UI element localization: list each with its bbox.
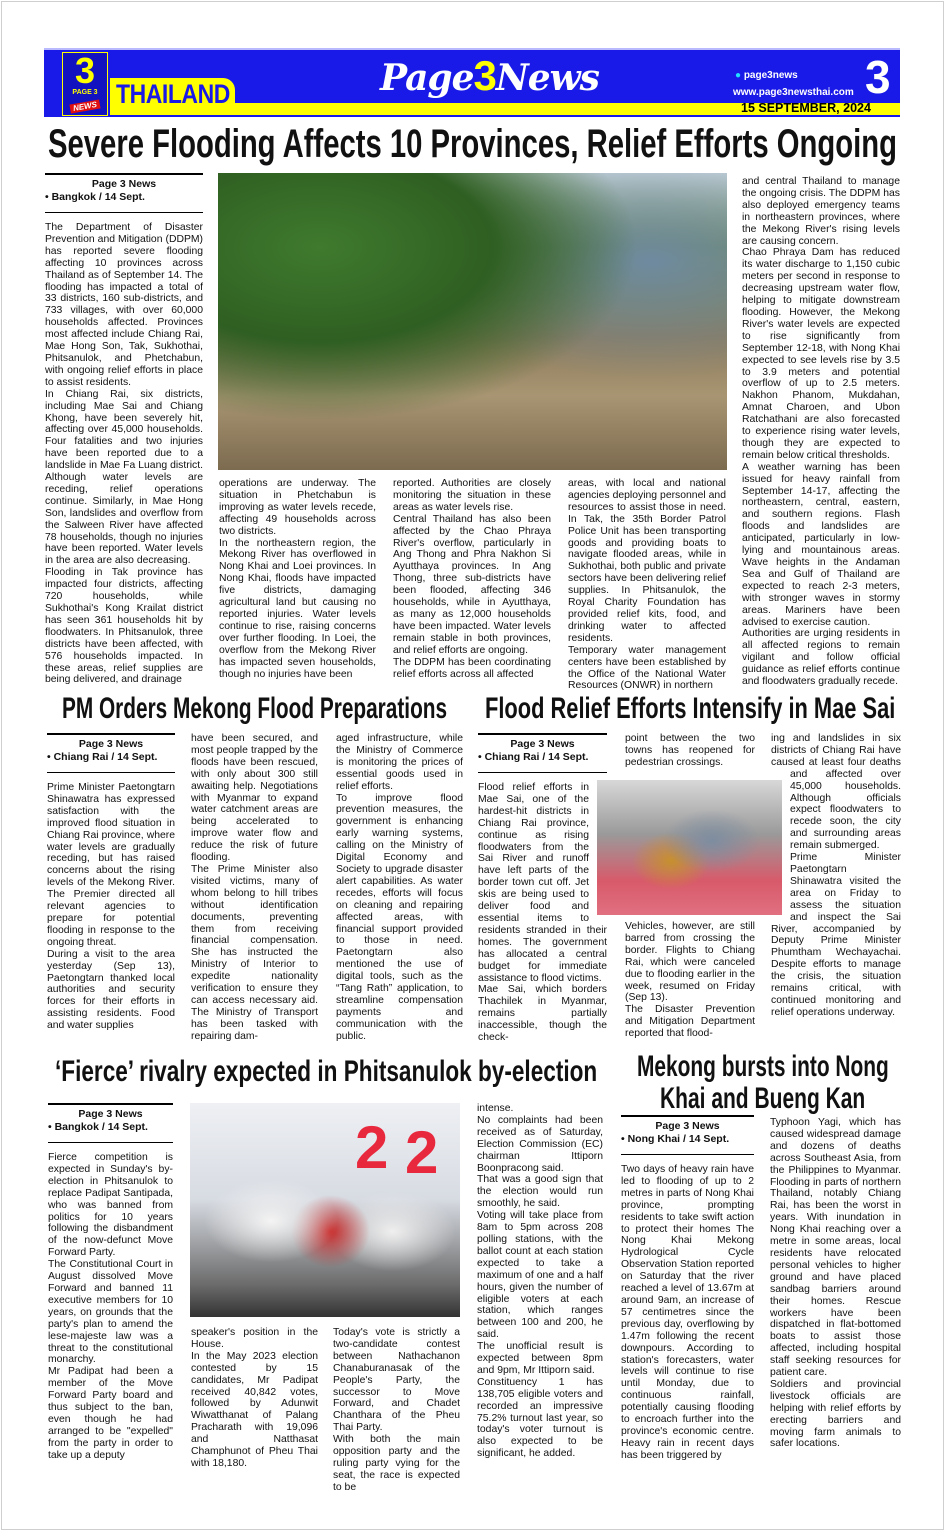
paragraph: and central Thailand to manage the ongoing crisis. The DDPM has also deployed emergency teams in northeastern provinces, where the Mekong River's rising levels are causing concern. [742,176,900,247]
social-dot-icon: ● [735,70,742,81]
page3-logo[interactable] [62,52,108,116]
story5-headline-line2 [660,1082,865,1116]
byline [45,173,203,213]
paragraph: During a visit to the area yesterday (Sep 13), Paetongtarn thanked local authorities and security forces for their efforts in assisting residents. Food and water supplies [47,948,175,1032]
paragraph: Two days of heavy rain have led to flooding of up to 2 metres in parts of Nong Khai province, prompting residents to take swift action to protect their homes The Nong Khai Mekong Hydrological Cycle Observation Station reported on Saturday that the river reached a level of 13.67m at around 9am, an increase of 57 centimetres since the previous day, overflowing by 1.47m following the recent downpours. According to station's forecasters, water levels will continue to rise until Monday, due to continuous rainfall, potentially causing flooding to encroach further into the province's economic centre. Heavy rain in recent days has been triggered by [621,1164,754,1461]
story3-headline [485,692,895,726]
paragraph: operations are underway. The situation in Phetchabun is improving as water levels recede, affecting 49 households across two districts. [219,478,376,537]
byline-dateline: • Bangkok / 14 Sept. [45,191,145,203]
paragraph: point between the two towns has reopened for pedestrian crossings. [625,733,755,768]
paragraph: The Disaster Prevention and Mitigation Department reported that flood- [625,1004,755,1040]
logo-text: PAGE 3 [72,89,98,96]
byline-dateline: • Bangkok / 14 Sept. [48,1121,148,1133]
logo-news: NEWS [69,99,100,113]
paragraph: Mr Padipat had been a member of the Move Forward Party board and thus subject to the ban, even though he had arranged to be "expelled" from the party in order to take up a deputy [48,1366,173,1461]
paragraph: In the northeastern region, the Mekong River has overflowed in Nong Khai and Loei provinces. In Nong Khai, floods have impacted five districts, damaging agricultural land but causing no reported injuries. Water levels continue to rise, raising concerns over further flooding. In Loei, the overflow from the Mekong River has impacted seven households, though no injuries have been [219,537,376,680]
story4-headline [55,1055,597,1089]
byline [621,1115,754,1155]
byline-source: Page 3 News [655,1120,720,1132]
story1-headline [48,122,897,167]
story4-column-4 [477,1103,603,1460]
paragraph: Central Thailand has also been affected by the Chao Phraya River's overflow, particularly in Ang Thong and Phra Nakhon Si Ayutthaya provinces. In Ang Thong, three sub-districts have been flooded, affecting 346 households, while in Ayutthaya, as many as 12,000 households have been impacted. Water levels remain stable in both provinces, and relief efforts are ongoing. [393,513,551,656]
story4-column-2 [191,1327,318,1470]
paragraph: The Constitutional Court in August dissolved Move Forward and banned 11 executive members for 10 years, on grounds that the party's plan to amend the lese-majeste law was a threat to the constitutional monarchy. [48,1259,173,1366]
story3-column-1 [478,733,607,1044]
byline-source: Page 3 News [78,1108,143,1120]
flood-rescue-photo [218,173,727,470]
paragraph: Prime Minister Paetongtarn Shinawatra visited the area on Friday to assess the situation and inspect the Sai River, accompanied by Deputy Prime Minister Phumtham Wechayachai. Despite efforts to manage the crisis, the situation remains critical, with continued monitoring and relief operations underway. [771,852,901,1018]
byline-source: Page 3 News [91,178,157,190]
story5-column-1 [621,1115,754,1462]
campaign-number-sign: 2 [355,1114,389,1181]
story1-column-1 [45,173,203,686]
paragraph: The unofficial result is expected between 8pm and 9pm, Mr Ittiporn said. [477,1341,603,1376]
story1-column-3 [393,478,551,680]
issue-date: 15 SEPTEMBER, 2024 [741,101,871,115]
byline-dateline: • Nong Khai / 14 Sept. [621,1133,730,1145]
campaign-number-sign: 2 [405,1119,439,1186]
paragraph: Constituency 1 has 138,705 eligible voters and recorded an impressive 75.2% turnout last year, so today's voter turnout is also expected to be significant, he added. [477,1376,603,1460]
section-label: THAILAND [116,79,230,109]
logo-number: 3 [74,50,96,91]
paragraph: Flooding in Tak province has impacted four districts, affecting 720 households, while Sukhothai's Kong Krailat district has seen 361 households hit by floodwaters. In Phitsanulok, three districts have been affected, with 576 households impacted. In these areas, relief supplies are being delivered, and drainage [45,567,203,686]
paragraph: In Chiang Rai, six districts, including Mae Sai and Chiang Khong, have been severely hit, affecting over 45,000 households. Four fatalities and two injuries have been reported due to a landslide in Mae Fa Luang district. Although water levels are receding, relief operations continue. Similarly, in Mae Hong Son, landslides and overflow from the Salween River have affected 78 households, though no injuries have been reported. Water levels in the area are also decreasing. [45,388,203,567]
paragraph: Soldiers and provincial livestock officials are helping with relief efforts by erecting barriers and moving farm animals to safer locations. [770,1378,901,1450]
story3-column-3 [771,733,901,1019]
brand-right: News [495,57,599,99]
byline-dateline: • Chiang Rai / 14 Sept. [47,751,158,763]
story1-column-4 [568,478,726,692]
paragraph: intense. [477,1103,514,1114]
social-handle[interactable] [735,70,798,81]
paragraph: Mae Sai, which borders Thachilek in Myanmar, remains partially inaccessible, though the check- [478,984,607,1044]
paragraph: reported. Authorities are closely monitoring the situation in these areas as water levels rise. [393,478,551,513]
brand-three: 3 [473,52,496,99]
story2-column-3 [336,733,463,1043]
paragraph: have been secured, and most people trapped by the floods have been rescued, with only about 300 still awaiting help. Negotiations with Myanmar to expand water catchment areas are being accelerated to improve water flow and reduce the risk of future flooding. [191,733,318,864]
headline-text: Severe Flooding Affects 10 Provinces, Relief Efforts Ongoing [48,122,897,166]
pm-hug-photo [597,780,782,915]
byline [478,733,607,773]
story4-column-1 [48,1103,173,1462]
paragraph: Authorities are urging residents in all affected regions to remain vigilant and follow official guidance as relief efforts continue and floodwaters gradually recede. [742,628,900,688]
story3-column-2a [625,733,755,769]
story3-column-2b [625,921,755,1040]
paragraph: A weather warning has been issued for heavy rainfall from September 14-17, affecting the northeastern, central, eastern, and southern regions. Flash floods and landslides are anticipated, particularly in low-lying and mountainous areas. Wave heights in the Andaman Sea and Gulf of Thailand are expected to reach 2-3 meters, with stronger waves in stormy areas. Mariners have been advised to exercise caution. [742,461,900,628]
paragraph: The Prime Minister also visited victims, many of whom belong to hill tribes without identification documents, preventing them from receiving financial compensation. She has instructed the Ministry of Interior to expedite nationality verification to ensure they can access necessary aid. The Ministry of Transport has been tasked with repairing dam- [191,863,318,1042]
paragraph: Vehicles, however, are still barred from crossing the border. Flights to Chiang Rai, which were canceled due to flooding earlier in the week, resumed on Friday (Sep 13). [625,921,755,1004]
byline [48,1103,173,1143]
paragraph: The Department of Disaster Prevention and Mitigation (DDPM) has reported severe flooding affecting 10 provinces across Thailand as of September 14. The flooding has impacted a total of 33 districts, 160 sub-districts, and 733 villages, with over 60,000 households affected. Provinces most affected include Chiang Rai, Mae Hong Son, Tak, Sukhothai, Phitsanulok, and Phetchabun, with ongoing relief efforts in place to assist residents. [45,222,203,388]
byline-source: Page 3 News [78,738,144,750]
paragraph: To improve flood prevention measures, the government is enhancing early warning systems, calling on the Ministry of Digital Economy and Society to upgrade disaster alert capabilities. As water recedes, efforts will focus on cleaning and repairing affected areas, with financial support provided to those in need. Paetongtarn also mentioned the use of digital tools, such as the “Tang Rath” application, to streamline compensation payments and communication with the public. [336,792,463,1042]
paragraph: Temporary water management centers have been established by the Office of the National Water Resources (ONWR) in northern [568,644,726,692]
story1-column-5 [742,176,900,688]
page-number: 3 [865,51,891,103]
paragraph: That was a good sign that the election would run smoothly, he said. [477,1174,603,1210]
story5-headline-line1 [637,1050,889,1084]
paragraph: aged infrastructure, while the Ministry of Commerce is monitoring the prices of essential goods used in relief efforts. [336,733,463,792]
story4-column-3 [333,1327,460,1494]
paragraph: Chao Phraya Dam has reduced its water discharge to 1,150 cubic meters per second in response to decreasing upstream water flow, helping to mitigate downstream flooding. However, the Mekong River's water levels are expected to rise significantly from September 12-18, with Nong Khai expected to see levels rise by 3.5 to 3.9 meters and potential overflow of up to 2.5 meters. Nakhon Phanom, Mukdahan, Amnat Charoen, and Ubon Ratchathani are also forecasted to experience rising water levels, though they are expected to remain below critical thresholds. [742,247,900,461]
paragraph: Today's vote is strictly a two-candidate contest between Nathachanon Chanaburanasak of the People's Party, the successor to Move Forward, and Chadet Chanthara of the Pheu Thai Party. [333,1327,460,1434]
byline-dateline: • Chiang Rai / 14 Sept. [478,751,589,763]
paragraph: With both the main opposition party and the ruling party vying for the seat, the race is expected to be [333,1434,460,1493]
website-link[interactable]: www.page3newsthai.com [733,87,854,98]
brand-wordmark[interactable] [380,52,599,100]
paragraph: areas, with local and national agencies deploying personnel and resources to assist those in need. In Tak, the 35th Border Patrol Police Unit has been transporting goods and providing boats to navigate flooded areas, while in Sukhothai, both public and private sectors have been delivering relief supplies. In Phitsanulok, the Royal Charity Foundation has provided relief kits, food, and drinking water to affected residents. [568,478,726,644]
paragraph: Voting will take place from 8am to 5pm across 208 polling stations, with the ballot count at each station expected to take a maximum of one and a half hours, given the number of eligible voters at each station, which ranges between 100 and 200, he said. [477,1210,603,1341]
paragraph: Flood relief efforts in Mae Sai, one of the hardest-hit districts in Chiang Rai province, continue as rising floodwaters from the Sai River and runoff have left parts of the border town cut off. Jet skis are being used to deliver food and essential items to residents stranded in their homes. The government has allocated a central budget for immediate assistance to flood victims. [478,782,607,984]
election-campaign-photo [190,1103,460,1317]
brand-left: Page [380,57,474,99]
headline-text: Khai and Bueng Kan [660,1082,866,1115]
paragraph: Prime Minister Paetongtarn Shinawatra has expressed satisfaction with the improved flood situation in Chiang Rai province, where water levels are gradually receding, but has raised concerns about the rising levels of the Mekong River. The Premier directed all relevant agencies to prepare for potential flooding in response to the ongoing threat. [47,782,175,948]
headline-text: Flood Relief Efforts Intensify in Mae Sai [485,692,896,725]
headline-text: ‘Fierce’ rivalry expected in Phitsanulok by-election [55,1055,598,1088]
byline [47,733,175,773]
story2-column-2 [191,733,318,1043]
headline-text: PM Orders Mekong Flood Preparations [62,692,448,725]
paragraph: The DDPM has been coordinating relief efforts across all affected [393,656,551,680]
headline-text: Mekong bursts into Nong [637,1050,889,1083]
paragraph: In the May 2023 election contested by 15 candidates, Mr Padipat received 40,842 votes, followed by Adunwit Wiwatthanat of Palang Pracharath with 19,096 and Natthasat Champhunot of Pheu Thai with 18,180. [191,1350,318,1469]
story1-column-2 [219,478,376,680]
story2-headline [62,692,447,726]
paragraph: ing and landslides in six districts of Chiang Rai have caused at least four deaths and affected over 45,000 households. Although officials expect floodwaters to recede soon, the city and surrounding areas remain submerged. [771,733,901,852]
paragraph: speaker's position in the House. [191,1327,318,1350]
paragraph: Fierce competition is expected in Sunday's by-election in Phitsanulok to replace Padipat Santipada, who was banned from politics for 10 years following the disbandment of the now-defunct Move Forward Party. [48,1152,173,1259]
paragraph: No complaints had been received as of Saturday, Election Commission (EC) chairman Ittiporn Boonpracong said. [477,1114,603,1174]
byline-source: Page 3 News [510,738,575,750]
story2-column-1 [47,733,175,1032]
paragraph: Typhoon Yagi, which has caused widespread damage and dozens of deaths across Southeast Asia, from the Philippines to Myanmar. Flooding in parts of northern Thailand, notably Chiang Rai, has been the worst in years. With inundation in Nong Khai reaching over a metre in some areas, local residents have relocated personal vehicles to higher ground and have placed sandbag barriers around their homes. Rescue workers have been dispatched in flat-bottomed boats to assist those affected, including hospital staff seeking resources for patient care. [770,1117,901,1379]
story5-column-2 [770,1117,901,1450]
social-handle-text: page3news [743,70,798,81]
